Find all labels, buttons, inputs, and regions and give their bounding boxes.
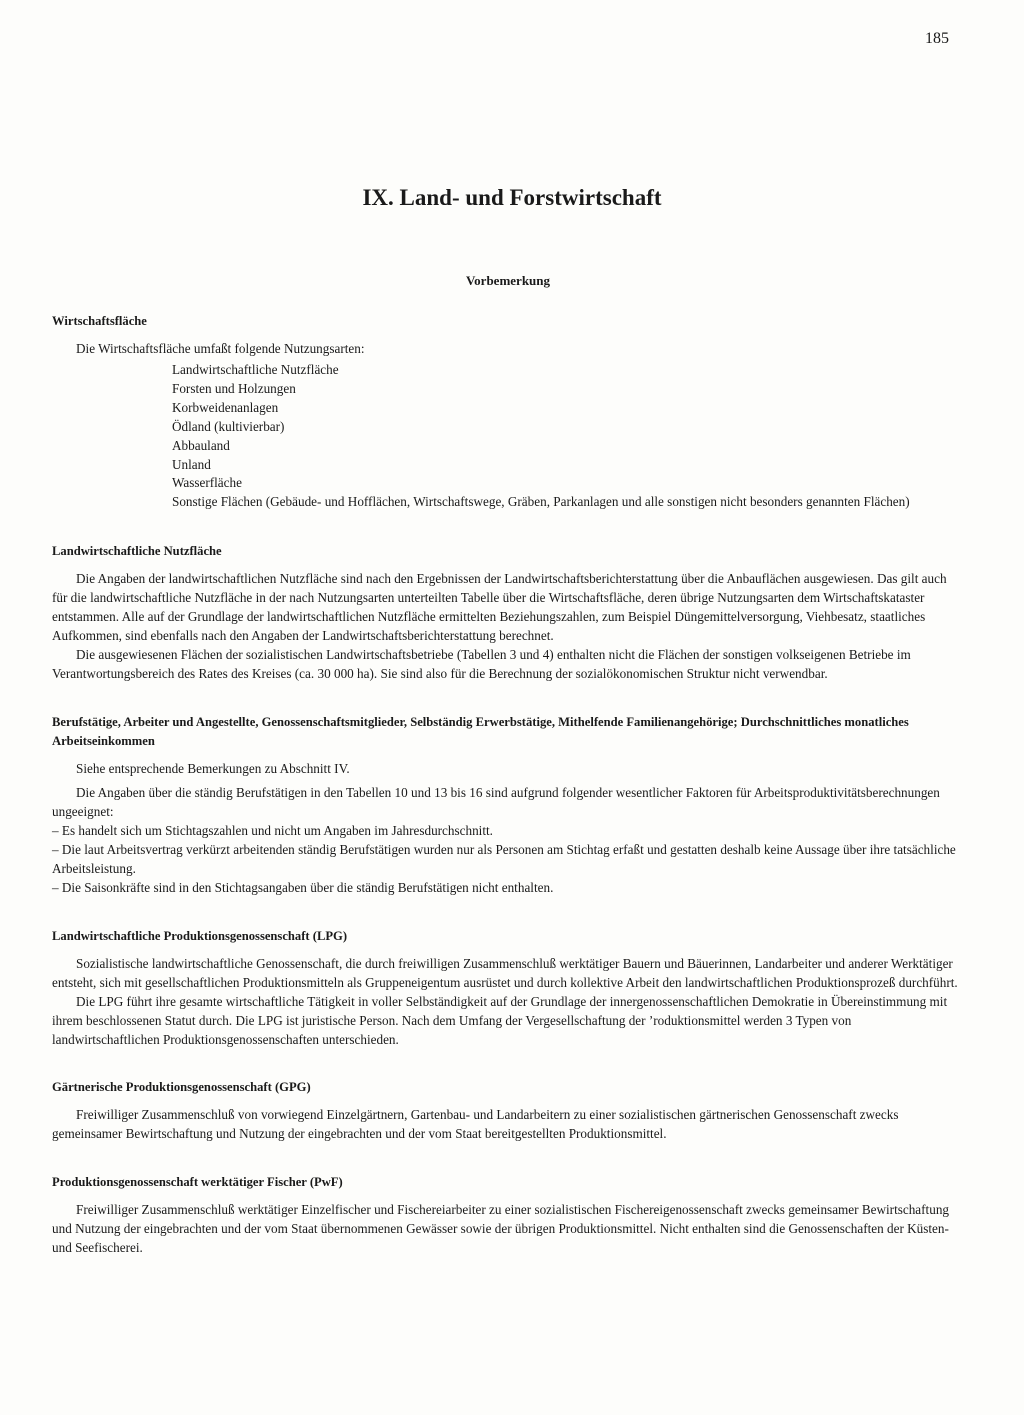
section-heading: Landwirtschaftliche Produktionsgenossenschaft (LPG) xyxy=(52,929,348,944)
section-heading: Berufstätige, Arbeiter und Angestellte, Genossenschaftsmitglieder, Selbständig Erwerbstätige, Mithelfende Familienangehörige; Durchschnittliches monatliches Arbeitseinkommen xyxy=(52,715,909,749)
paragraph: Siehe entsprechende Bemerkungen zu Abschnitt IV. xyxy=(76,761,350,777)
list-item: Sonstige Flächen (Gebäude- und Hofflächen, Wirtschaftswege, Gräben, Parkanlagen und alle sonstigen nicht besonders genannten Flächen) xyxy=(172,494,910,510)
list-item: Korbweidenanlagen xyxy=(172,399,279,415)
paragraph: Die ausgewiesenen Flächen der sozialistischen Landwirtschaftsbetriebe (Tabellen 3 und 4) enthalten nicht die Flächen der sonstigen volkseigenen Betriebe im Verantwortungsbereich des Rates des Kreises (ca. 30 000 ha). Sie sind also für die Berechnung der sozialökonomischen Struktur nicht verwendbar. xyxy=(52,647,911,682)
list-item: Landwirtschaftliche Nutzfläche xyxy=(172,362,339,377)
section-heading: Produktionsgenossenschaft werktätiger Fischer (PwF) xyxy=(52,1175,343,1190)
section-lpg xyxy=(52,927,958,1049)
list-item: – Es handelt sich um Stichtagszahlen und nicht um Angaben im Jahresdurchschnitt. xyxy=(52,823,493,839)
list-item: Ödland (kultivierbar) xyxy=(172,418,285,434)
section-heading: Landwirtschaftliche Nutzfläche xyxy=(52,544,222,559)
list-item: – Die laut Arbeitsvertrag verkürzt arbeitenden ständig Berufstätigen wurden nur als Personen am Stichtag erfaßt und gestatten deshalb keine Aussage über ihre tatsächliche Arbeitsleistung. xyxy=(52,842,956,877)
list-item: Unland xyxy=(172,456,211,472)
section-pwf xyxy=(52,1173,958,1257)
paragraph: Sozialistische landwirtschaftliche Genossenschaft, die durch freiwilligen Zusammenschluß werktätiger Bauern und Bäuerinnen, Landarbeiter und anderer Werktätiger entsteht, sich mit gesellschaftlichen Produktionsmitteln als Gruppeneigentum ausrüstet und durch kollektive Arbeit den landwirtschaftlichen Produktionsprozeß durchführt. xyxy=(52,956,958,991)
page-number: 185 xyxy=(925,30,949,47)
paragraph: Freiwilliger Zusammenschluß von vorwiegend Einzelgärtnern, Gartenbau- und Landarbeitern zu einer sozialistischen gärtnerischen Genossenschaft zwecks gemeinsamer Bewirtschaftung und Nutzung der eingebrachten und der vom Staat bereitgestellten Produktionsmittel. xyxy=(52,1107,899,1142)
subtitle: Vorbemerkung xyxy=(465,273,551,288)
list-item: Forsten und Holzungen xyxy=(172,380,296,396)
list-item: Abbauland xyxy=(172,437,230,453)
paragraph: Die Angaben der landwirtschaftlichen Nutzfläche sind nach den Ergebnissen der Landwirtschaftsberichterstattung über die Anbauflächen ausgewiesen. Das gilt auch für die landwirtschaftliche Nutzfläche in der nach Nutzungsarten unterteilten Tabelle über die Wirtschaftsfläche, deren übrige Nutzungsarten dem Wirtschaftskataster entstammen. Alle auf der Grundlage der landwirtschaftlichen Nutzfläche ermittelten Beziehungszahlen, zum Beispiel Düngemittelversorgung, Viehbesatz, staatliches Aufkommen, sind ebenfalls nach den Angaben der Landwirtschaftsberichterstattung berechnet. xyxy=(52,571,947,644)
document-body xyxy=(52,312,958,1257)
dash-list xyxy=(52,821,958,897)
chapter-title: IX. Land- und Forstwirtschaft xyxy=(362,185,662,210)
section-berufstaetige xyxy=(52,713,958,897)
section-nutzflaeche xyxy=(52,542,958,683)
section-intro: Die Wirtschaftsfläche umfaßt folgende Nutzungsarten: xyxy=(76,341,365,356)
section-heading: Gärtnerische Produktionsgenossenschaft (GPG) xyxy=(52,1080,311,1095)
paragraph: Die Angaben über die ständig Berufstätigen in den Tabellen 10 und 13 bis 16 sind aufgrund folgender wesentlicher Faktoren für Arbeitsproduktivitätsberechnungen ungeeignet: xyxy=(52,785,940,820)
list-item: – Die Saisonkräfte sind in den Stichtagsangaben über die ständig Berufstätigen nicht enthalten. xyxy=(52,880,554,896)
list-item: Wasserfläche xyxy=(172,475,242,491)
section-wirtschaftsflaeche xyxy=(52,312,958,512)
section-heading: Wirtschaftsfläche xyxy=(52,314,147,328)
paragraph: Freiwilliger Zusammenschluß werktätiger Einzelfischer und Fischereiarbeiter zu einer sozialistischen Fischereigenossenschaft zwecks gemeinsamer Bewirtschaftung und Nutzung der eingebrachten und der vom Staat übernommenen Gewässer sowie der übrigen Produktionsmittel. Nicht enthalten sind die Genossenschaften der Küsten- und Seefischerei. xyxy=(52,1202,950,1256)
section-gpg xyxy=(52,1078,958,1143)
paragraph: Die LPG führt ihre gesamte wirtschaftliche Tätigkeit in voller Selbständigkeit auf der Grundlage der innergenossenschaftlichen Demokratie in Übereinstimmung mit ihrem beschlossenen Statut durch. Die LPG ist juristische Person. Nach dem Umfang der Vergesellschaftung der ’roduktionsmittel werden 3 Typen von landwirtschaftlichen Produktionsgenossenschaften unterschieden. xyxy=(52,994,948,1048)
usage-type-list xyxy=(52,361,958,512)
